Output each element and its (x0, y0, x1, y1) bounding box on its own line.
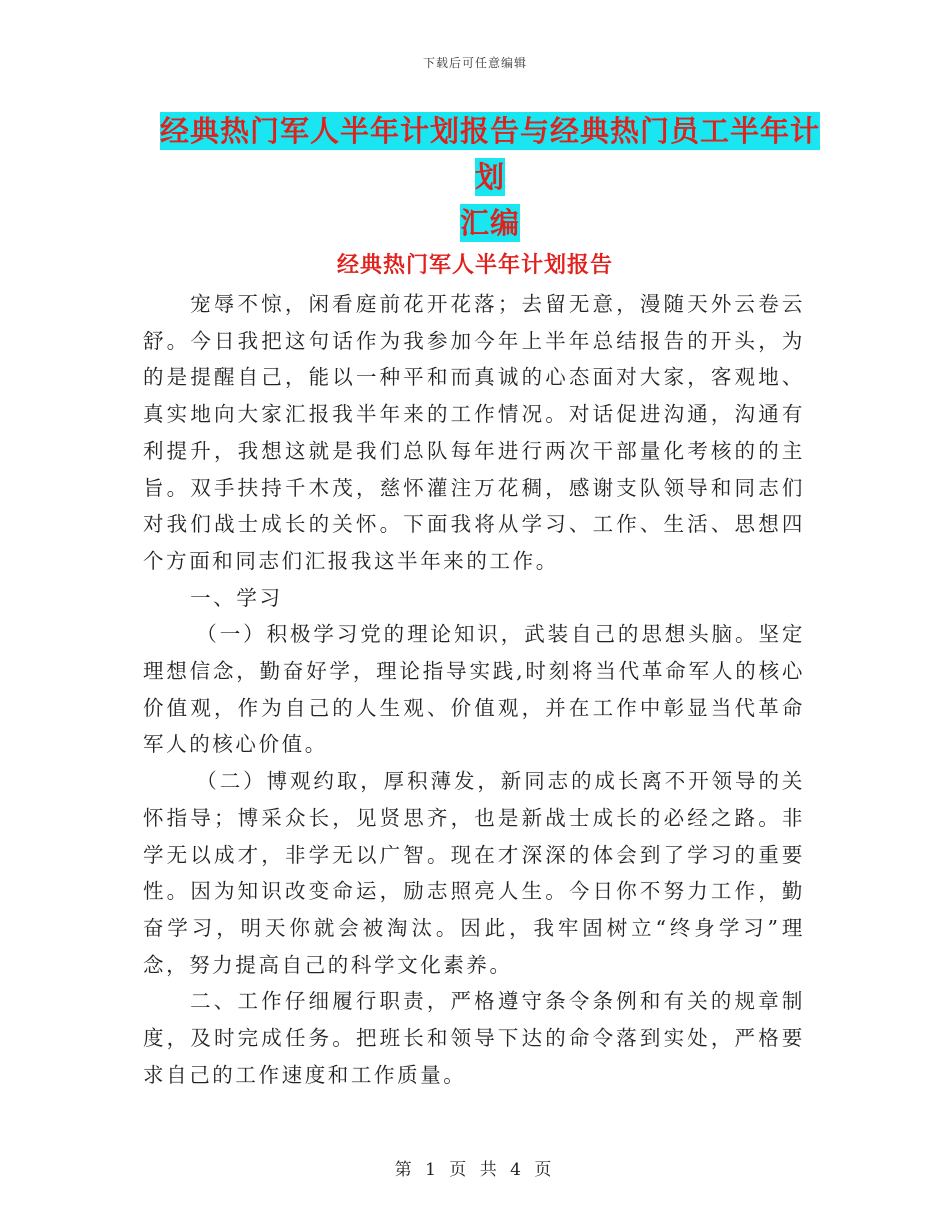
body-text (143, 286, 805, 1093)
page-footer: 第 1 页 共 4 页 (394, 1160, 556, 1180)
section-title: 经典热门军人半年计划报告 (336, 252, 613, 278)
paragraph-heading-study: 一、学习 (190, 585, 283, 610)
document-title-line2: 汇编 (459, 206, 520, 240)
document-title-line1: 经典热门军人半年计划报告与经典热门员工半年计划 (160, 114, 821, 194)
paragraph-work: 二、工作仔细履行职责，严格遵守条令条例和有关的规章制度，及时完成任务。把班长和领导下达的命令落到实处，严格要求自己的工作速度和工作质量。 (143, 989, 805, 1087)
header-note: 下载后可任意编辑 (422, 56, 527, 70)
paragraph-study-2: （二）博观约取，厚积薄发，新同志的成长离不开领导的关怀指导；博采众长，见贤思齐，也是新战士成长的必经之路。非学无以成才，非学无以广智。现在才深深的体会到了学习的重要性。因为知识改变命运，励志照亮人生。今日你不努力工作，勤奋学习，明天你就会被淘汰。因此，我牢固树立“终身学习”理念，努力提高自己的科学文化素养。 (143, 769, 805, 977)
paragraph-intro: 宠辱不惊，闲看庭前花开花落；去留无意，漫随天外云卷云舒。今日我把这句话作为我参加今年上半年总结报告的开头，为的是提醒自己，能以一种平和而真诚的心态面对大家，客观地、真实地向大家汇报我半年来的工作情况。对话促进沟通，沟通有利提升，我想这就是我们总队每年进行两次干部量化考核的的主旨。双手扶持千木茂，慈怀灌注万花稠，感谢支队领导和同志们对我们战士成长的关怀。下面我将从学习、工作、生活、思想四个方面和同志们汇报我这半年来的工作。 (143, 292, 805, 573)
paragraph-study-1: （一）积极学习党的理论知识，武装自己的思想头脑。坚定理想信念，勤奋好学，理论指导实践,时刻将当代革命军人的核心价值观，作为自己的人生观、价值观，并在工作中彰显当代革命军人的核心价值。 (143, 622, 805, 757)
document-title (160, 108, 820, 246)
